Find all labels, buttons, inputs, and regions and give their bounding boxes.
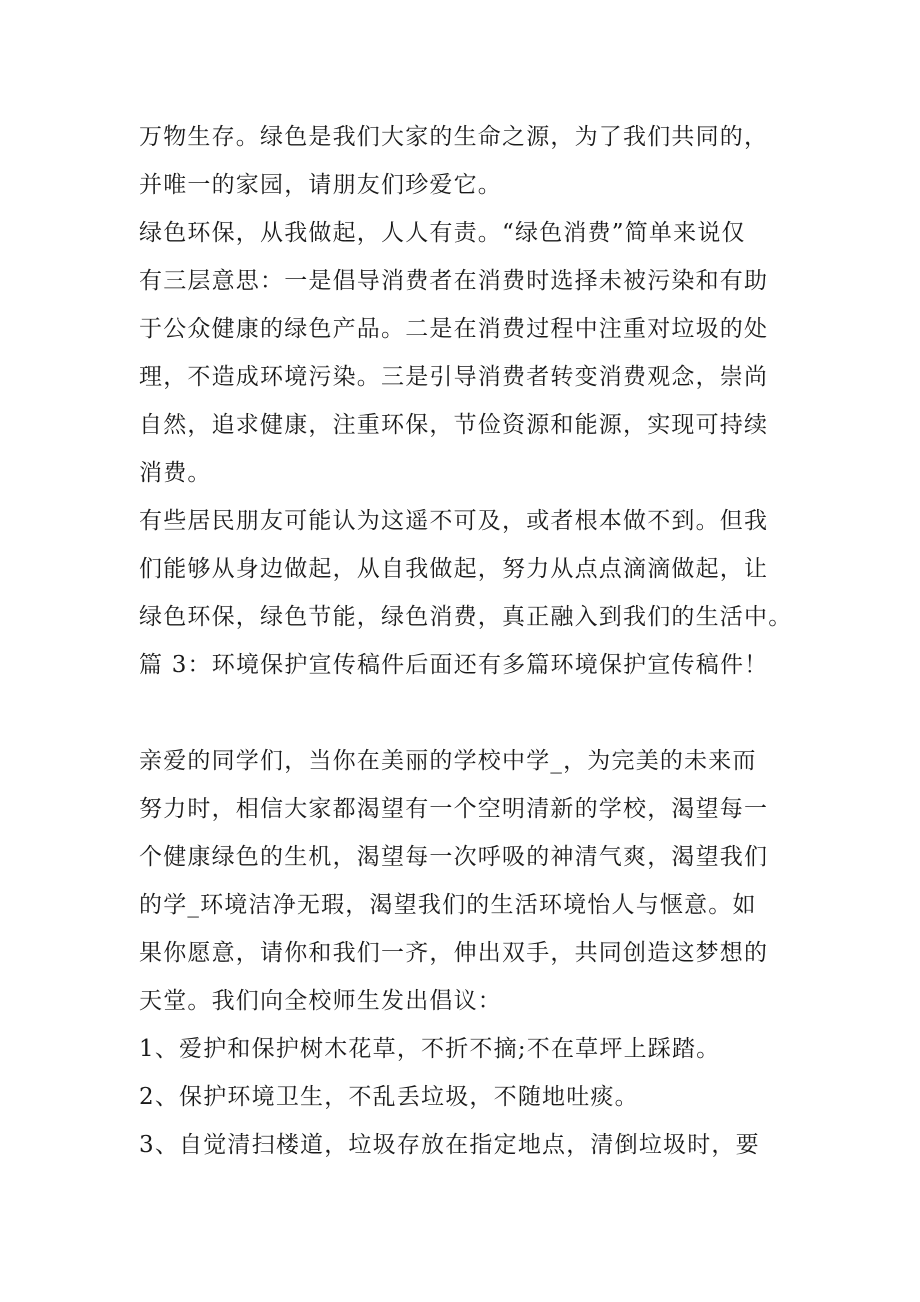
text-line: 努力时，相信大家都渴望有一个空明清新的学校，渴望每一 (139, 796, 769, 822)
text-line: 有些居民朋友可能认为这遥不可及，或者根本做不到。但我 (139, 508, 769, 534)
list-item: 1、爱护和保护树木花草，不折不摘;不在草坪上踩踏。 (139, 1036, 721, 1062)
text-line: 于公众健康的绿色产品。二是在消费过程中注重对垃圾的处 (139, 316, 769, 342)
text-line: 理，不造成环境污染。三是引导消费者转变消费观念，崇尚 (139, 364, 769, 390)
text-line: 亲爱的同学们，当你在美丽的学校中学_，为完美的未来而 (139, 748, 757, 774)
text-line: 绿色环保，从我做起，人人有责。“绿色消费”简单来说仅 (139, 220, 746, 246)
text-line: 的学_环境洁净无瑕，渴望我们的生活环境怡人与惬意。如 (139, 892, 757, 918)
text-line: 并唯一的家园，请朋友们珍爱它。 (139, 172, 502, 198)
text-line: 果你愿意，请你和我们一齐，伸出双手，共同创造这梦想的 (139, 940, 769, 966)
list-item: 2、保护环境卫生，不乱丢垃圾，不随地吐痰。 (139, 1084, 639, 1110)
text-line: 万物生存。绿色是我们大家的生命之源，为了我们共同的， (139, 124, 769, 150)
text-line: 有三层意思：一是倡导消费者在消费时选择未被污染和有助 (139, 268, 769, 294)
section-heading: 篇 3：环境保护宣传稿件后面还有多篇环境保护宣传稿件！ (139, 652, 769, 678)
text-line: 天堂。我们向全校师生发出倡议： (139, 988, 502, 1014)
text-line: 消费。 (139, 460, 212, 486)
text-line: 绿色环保，绿色节能，绿色消费，真正融入到我们的生活中。 (139, 604, 793, 630)
text-line: 自然，追求健康，注重环保，节俭资源和能源，实现可持续 (139, 412, 769, 438)
list-item: 3、自觉清扫楼道，垃圾存放在指定地点，清倒垃圾时，要 (139, 1132, 760, 1158)
text-line: 们能够从身边做起，从自我做起，努力从点点滴滴做起，让 (139, 556, 769, 582)
text-line: 个健康绿色的生机，渴望每一次呼吸的神清气爽，渴望我们 (139, 844, 769, 870)
